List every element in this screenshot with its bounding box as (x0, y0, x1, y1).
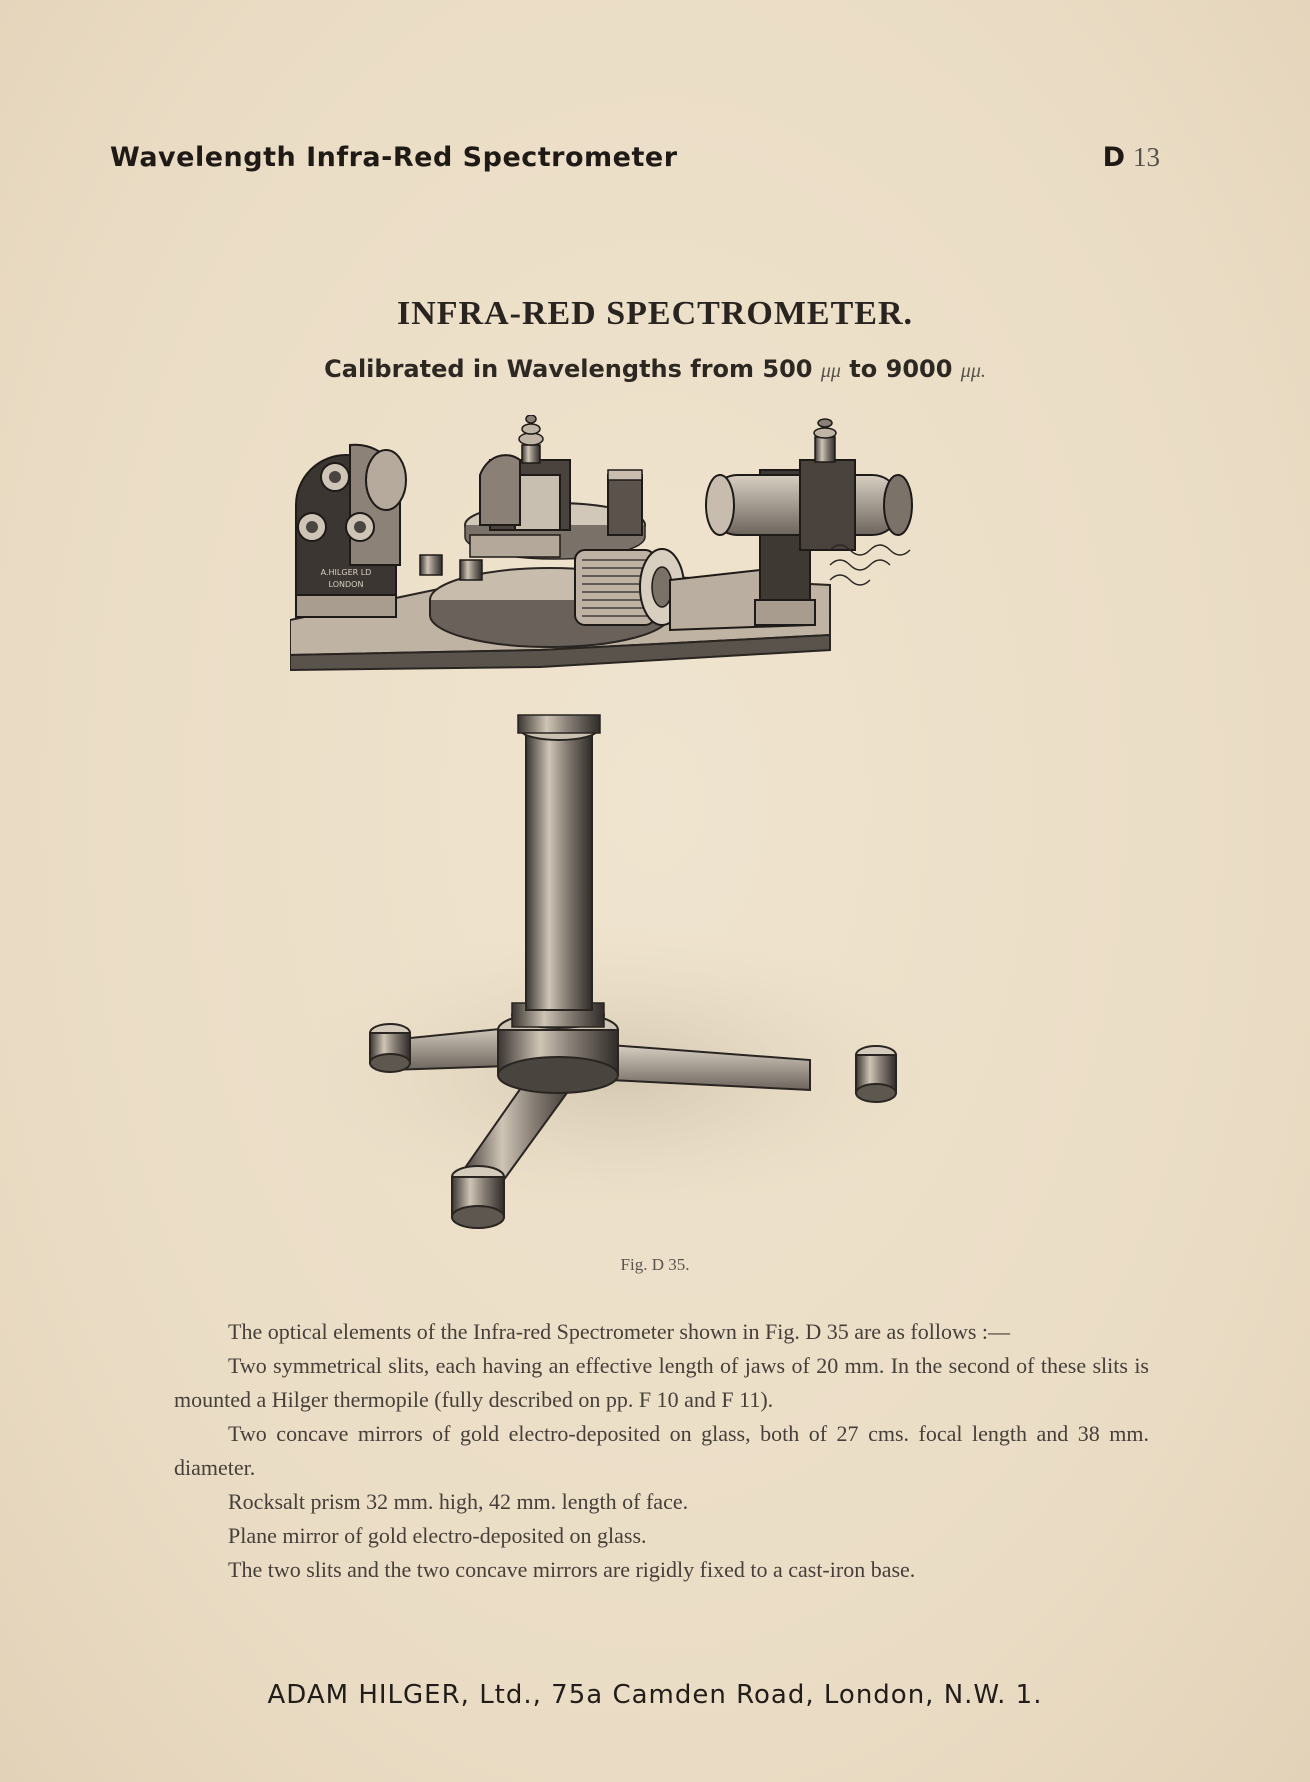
page-number-value: 13 (1133, 142, 1160, 172)
body-text (174, 1315, 1149, 1587)
running-head-title: Wavelength Infra-Red Spectrometer (110, 142, 678, 173)
spectrometer-drawing (290, 415, 1030, 1245)
spectrometer-illustration-icon (290, 415, 1030, 1245)
running-head (110, 142, 1160, 173)
figure-caption: Fig. D 35. (620, 1255, 690, 1274)
paragraph-intro: The optical elements of the Infra-red Spectrometer shown in Fig. D 35 are as follows :— (228, 1319, 1010, 1344)
page-letter: D (1102, 142, 1125, 173)
page-subtitle (0, 355, 1310, 383)
paragraph-mirrors: Two concave mirrors of gold electro-deposited on glass, both of 27 cms. focal length and 38 mm. diameter. (174, 1421, 1149, 1480)
page-title: INFRA-RED SPECTROMETER. (396, 295, 914, 332)
subtitle-prefix: Calibrated in Wavelengths from 500 (324, 355, 813, 383)
publisher-imprint: ADAM HILGER, Ltd., 75a Camden Road, London, N.W. 1. (267, 1680, 1043, 1710)
subtitle-middle: to 9000 (849, 355, 953, 383)
nameplate-line-2: LONDON (328, 580, 364, 589)
paragraph-base: The two slits and the two concave mirrors are rigidly fixed to a cast-iron base. (228, 1557, 916, 1582)
page-number (1103, 142, 1160, 173)
paragraph-slits: Two symmetrical slits, each having an effective length of jaws of 20 mm. In the second of these slits is mounted a Hilger thermopile (fully described on pp. F 10 and F 11). (174, 1353, 1149, 1412)
subtitle-unit-1: μμ (820, 360, 841, 382)
paragraph-plane-mirror: Plane mirror of gold electro-deposited on glass. (228, 1523, 647, 1548)
subtitle-unit-2: μμ. (960, 360, 986, 382)
nameplate-line-1: A.HILGER LD (320, 568, 372, 577)
paragraph-prism: Rocksalt prism 32 mm. high, 42 mm. length of face. (228, 1489, 689, 1514)
